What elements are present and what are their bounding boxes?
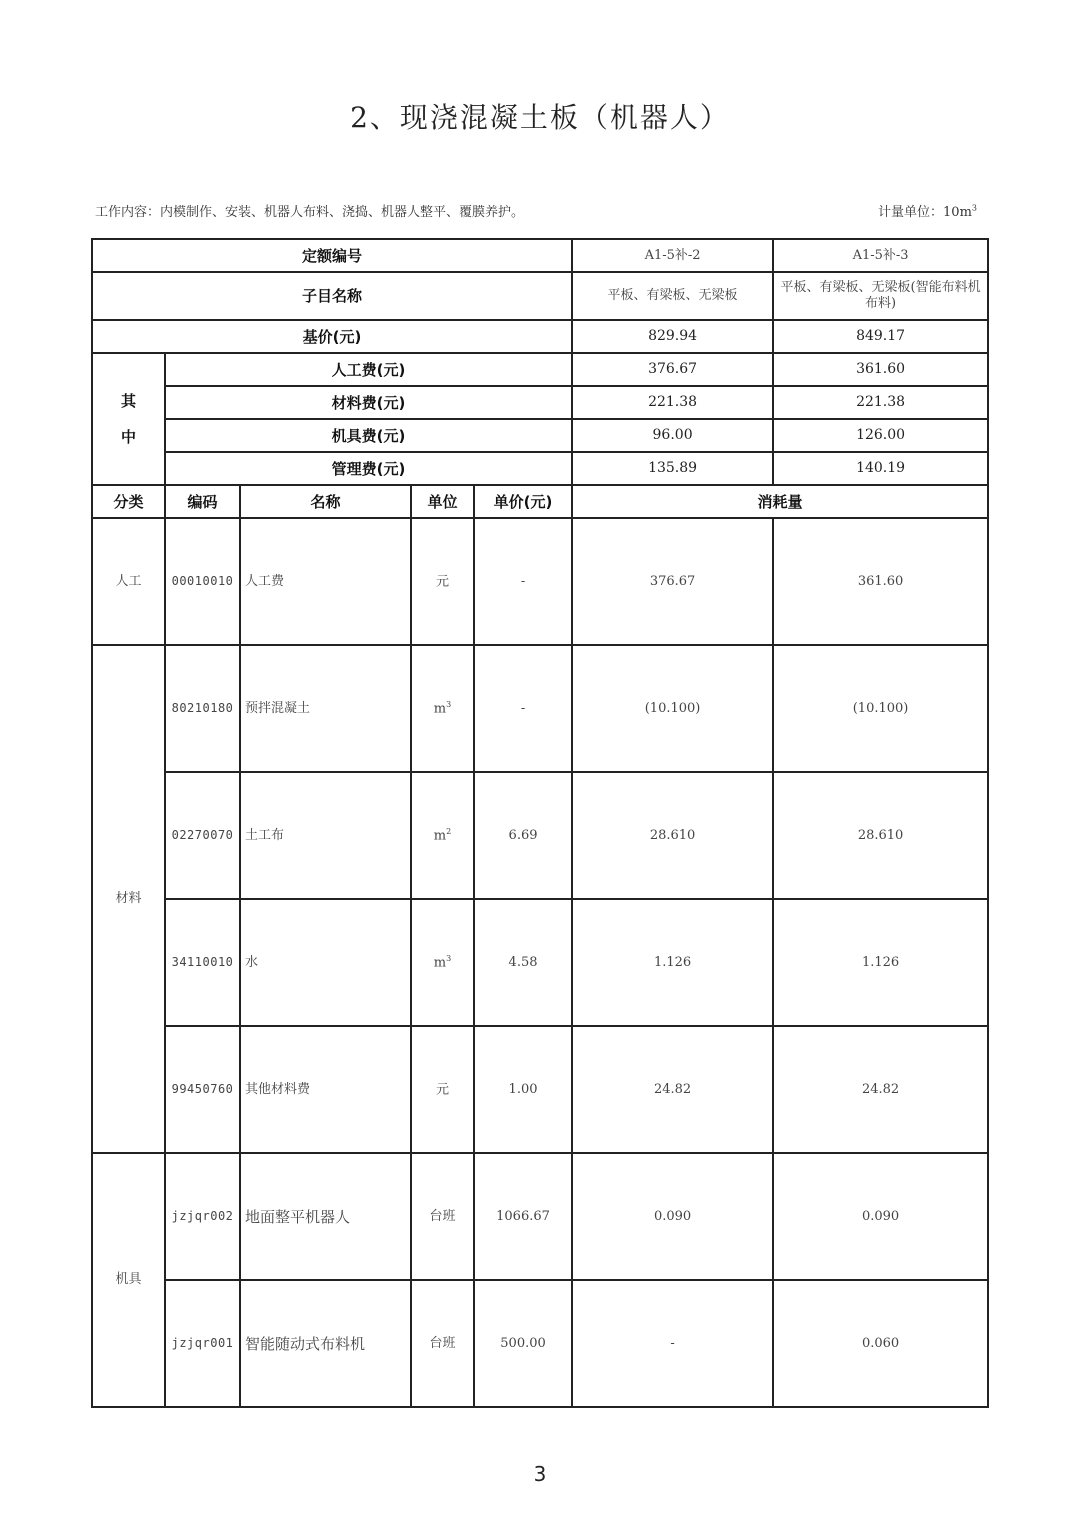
- row-unit: [411, 1026, 474, 1153]
- table-row: [92, 899, 988, 1026]
- row-qty-col2: 0.060: [773, 1280, 988, 1407]
- row-unit: [411, 518, 474, 645]
- row-name: 地面整平机器人: [240, 1153, 411, 1280]
- labor-cost-col2: 361.60: [773, 353, 988, 386]
- labor-cost-label: 人工费(元): [165, 353, 572, 386]
- unit-text: 台班: [429, 1335, 456, 1351]
- quota-number-col1: A1-5补-2: [572, 239, 773, 272]
- category-material: 材料: [92, 645, 165, 1153]
- row-unit-price: 1066.67: [474, 1153, 572, 1280]
- row-unit-price: 500.00: [474, 1280, 572, 1407]
- table-row: [92, 1153, 988, 1280]
- work-content: 工作内容：内模制作、安装、机器人布料、浇捣、机器人整平、覆膜养护。: [95, 205, 525, 220]
- row-unit: [411, 772, 474, 899]
- table-row: [92, 1280, 988, 1407]
- row-name: 智能随动式布料机: [240, 1280, 411, 1407]
- row-code: jzjqr002: [165, 1153, 240, 1280]
- unit-price-header: 单价(元): [474, 485, 572, 518]
- unit-text: 元: [435, 1082, 449, 1098]
- row-qty-col1: -: [572, 1280, 773, 1407]
- table-row: [92, 1026, 988, 1153]
- item-name-label: 子目名称: [92, 272, 572, 320]
- base-price-col1: 829.94: [572, 320, 773, 353]
- unit-text: m: [433, 828, 447, 844]
- unit-label: 计量单位：10m: [878, 205, 972, 220]
- material-cost-row: [92, 386, 988, 419]
- row-qty-col1: 28.610: [572, 772, 773, 899]
- category-machine: 机具: [92, 1153, 165, 1407]
- row-unit-price: -: [474, 518, 572, 645]
- row-name: 水: [240, 899, 411, 1026]
- row-qty-col1: 0.090: [572, 1153, 773, 1280]
- row-unit-price: 6.69: [474, 772, 572, 899]
- consumption-header: 消耗量: [572, 485, 988, 518]
- quota-number-label: 定额编号: [92, 239, 572, 272]
- material-cost-label: 材料费(元): [165, 386, 572, 419]
- row-name: 预拌混凝土: [240, 645, 411, 772]
- row-qty-col2: 28.610: [773, 772, 988, 899]
- unit-sup: 3: [446, 954, 452, 964]
- quota-table: [91, 238, 989, 1408]
- row-code: 34110010: [165, 899, 240, 1026]
- material-cost-col1: 221.38: [572, 386, 773, 419]
- row-code: 02270070: [165, 772, 240, 899]
- name-header: 名称: [240, 485, 411, 518]
- row-unit: [411, 1280, 474, 1407]
- management-cost-col1: 135.89: [572, 452, 773, 485]
- base-price-row: [92, 320, 988, 353]
- management-cost-col2: 140.19: [773, 452, 988, 485]
- labor-cost-row: [92, 353, 988, 386]
- row-unit-price: 4.58: [474, 899, 572, 1026]
- management-cost-row: [92, 452, 988, 485]
- row-qty-col1: 24.82: [572, 1026, 773, 1153]
- unit-text: 台班: [429, 1208, 456, 1224]
- of-which-char-2: 中: [120, 428, 136, 446]
- row-unit-price: 1.00: [474, 1026, 572, 1153]
- row-unit-price: -: [474, 645, 572, 772]
- row-qty-col1: 376.67: [572, 518, 773, 645]
- table-row: [92, 518, 988, 645]
- row-unit: [411, 645, 474, 772]
- row-qty-col2: 24.82: [773, 1026, 988, 1153]
- unit-sup: 3: [446, 700, 452, 710]
- unit-text: m: [433, 701, 447, 717]
- row-code: 99450760: [165, 1026, 240, 1153]
- category-labor: 人工: [92, 518, 165, 645]
- row-name: 其他材料费: [240, 1026, 411, 1153]
- row-name: 土工布: [240, 772, 411, 899]
- of-which-label: [92, 353, 165, 485]
- row-name: 人工费: [240, 518, 411, 645]
- quota-number-col2: A1-5补-3: [773, 239, 988, 272]
- row-unit: [411, 1153, 474, 1280]
- machine-cost-label: 机具费(元): [165, 419, 572, 452]
- item-name-col1: 平板、有梁板、无梁板: [572, 272, 773, 320]
- unit-header: 单位: [411, 485, 474, 518]
- base-price-label: 基价(元): [92, 320, 572, 353]
- row-qty-col2: 1.126: [773, 899, 988, 1026]
- unit-superscript: 3: [971, 203, 977, 213]
- row-qty-col2: (10.100): [773, 645, 988, 772]
- detail-header-row: [92, 485, 988, 518]
- row-code: 80210180: [165, 645, 240, 772]
- code-header: 编码: [165, 485, 240, 518]
- row-code: jzjqr001: [165, 1280, 240, 1407]
- category-header: 分类: [92, 485, 165, 518]
- item-name-col2: 平板、有梁板、无梁板(智能布料机布料): [773, 272, 988, 320]
- page-number: 3: [533, 1462, 547, 1486]
- page-title: 2、现浇混凝土板（机器人）: [350, 101, 730, 134]
- management-cost-label: 管理费(元): [165, 452, 572, 485]
- unit-sup: 2: [446, 827, 452, 837]
- machine-cost-col1: 96.00: [572, 419, 773, 452]
- machine-cost-col2: 126.00: [773, 419, 988, 452]
- row-qty-col2: 361.60: [773, 518, 988, 645]
- item-name-row: [92, 272, 988, 320]
- base-price-col2: 849.17: [773, 320, 988, 353]
- labor-cost-col1: 376.67: [572, 353, 773, 386]
- measurement-unit: [878, 201, 977, 220]
- unit-text: 元: [435, 574, 449, 590]
- of-which-char-1: 其: [120, 392, 136, 410]
- quota-number-row: [92, 239, 988, 272]
- row-qty-col1: 1.126: [572, 899, 773, 1026]
- machine-cost-row: [92, 419, 988, 452]
- material-cost-col2: 221.38: [773, 386, 988, 419]
- unit-text: m: [433, 955, 447, 971]
- row-qty-col1: (10.100): [572, 645, 773, 772]
- row-code: 00010010: [165, 518, 240, 645]
- row-qty-col2: 0.090: [773, 1153, 988, 1280]
- table-row: [92, 645, 988, 772]
- table-row: [92, 772, 988, 899]
- row-unit: [411, 899, 474, 1026]
